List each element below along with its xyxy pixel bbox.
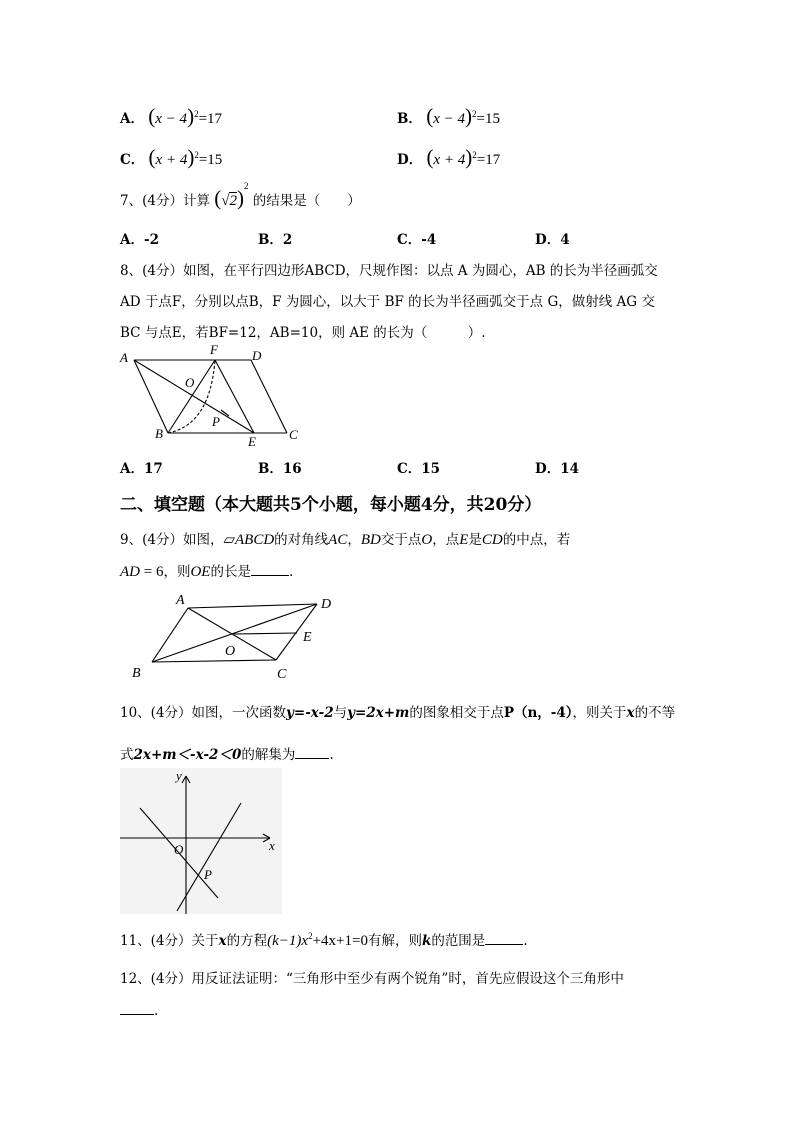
q12-line-1: 12、(4分）用反证法证明：“三角形中至少有两个锐角”时，首先应假设这个三角形中 (120, 971, 624, 987)
q10-line-1: 10、(4分）如图，一次函数y=-x-2与y=2x+m的图象相交于点P（n，-4），则关于x的不等 (120, 705, 676, 721)
q10-answer-blank[interactable] (295, 745, 329, 759)
label-f: F (210, 342, 218, 357)
option-letter: C． (120, 152, 145, 168)
q6-option-b (397, 104, 500, 129)
label-o: O (225, 644, 236, 659)
option-expression: $(x + 4)^2=15$ (148, 145, 223, 169)
option-letter: B． (397, 111, 422, 127)
option-letter: A． (120, 111, 144, 127)
label-e: E (303, 630, 312, 645)
segment-ae (134, 360, 254, 433)
label-o: O (185, 375, 195, 390)
label-y: y (176, 768, 182, 783)
q6-option-a (120, 104, 222, 129)
q12-answer-blank[interactable] (120, 1001, 154, 1015)
q12-line-2: . (120, 1001, 158, 1019)
q7-option-c: C．-4 (397, 232, 437, 248)
q8-option-b: B．16 (258, 461, 302, 477)
label-d: D (252, 348, 262, 363)
q8-line-1: 8、(4分）如图，在平行四边形ABCD，尺规作图：以点 A 为圆心，AB 的长为半径画弧交 (120, 263, 658, 279)
q6-option-c (120, 145, 222, 170)
label-a: A (176, 593, 185, 608)
q11-equation: $(k-1)x^2+4x+1=0$ (267, 931, 368, 949)
label-p: P (204, 867, 212, 882)
label-x: x (269, 838, 275, 853)
label-o: O (174, 842, 184, 857)
segment-ad (188, 604, 317, 608)
q9-parallelogram-figure (125, 590, 345, 685)
label-p: P (212, 414, 220, 429)
q10-coordinate-figure (120, 768, 285, 916)
q8-parallelogram-figure (115, 340, 315, 450)
label-c: C (289, 427, 298, 442)
label-d: D (321, 597, 332, 612)
segment-fe (215, 360, 254, 433)
section-2-heading: 二、填空题（本大题共5个小题，每小题4分，共20分） (120, 495, 542, 515)
option-expression: $(x - 4)^2=15$ (426, 104, 500, 128)
segment-oe (234, 633, 297, 634)
q7-sqrt-expression: $(√2)^2$ (214, 181, 249, 210)
q8-line-2: AD 于点F，分别以点B，F 为圆心，以大于 BF 的长为半径画弧交于点 G，做射线 AG 交 (120, 294, 655, 310)
label-b: B (132, 666, 141, 681)
segment-ab (152, 608, 188, 662)
q11-stem: 11、(4分）关于x的方程$(k-1)x^2+4x+1=0$有解，则k的范围是 . (120, 931, 528, 949)
q11-answer-blank[interactable] (485, 931, 523, 945)
q6-option-d (397, 145, 500, 170)
q7-option-b: B．2 (258, 232, 293, 248)
q7-option-a: A．-2 (120, 232, 159, 248)
segment-dc (251, 360, 287, 433)
q8-option-a: A．17 (120, 461, 163, 477)
q8-option-d: D．14 (535, 461, 579, 477)
q9-line-1: 9、(4分）如图，▱ABCD的对角线AC，BD交于点O，点E是CD的中点，若 (120, 532, 571, 548)
label-e: E (248, 434, 256, 449)
q8-option-c: C．15 (397, 461, 441, 477)
option-expression: $(x - 4)^2=17$ (148, 104, 223, 128)
option-letter: D． (397, 152, 423, 168)
segment-bc (152, 660, 276, 662)
q7-prefix: 7、(4分）计算 (120, 193, 210, 209)
option-expression: $(x + 4)^2=17$ (426, 145, 501, 169)
q7-suffix: 的结果是（ ） (252, 193, 361, 209)
q7-stem (120, 181, 361, 211)
label-a: A (120, 350, 128, 365)
q7-option-d: D．4 (535, 232, 570, 248)
q10-line-2: 式2x+m＜-x-2＜0的解集为 . (120, 747, 334, 763)
q8-line-3: BC 与点E，若BF=12，AB=10，则 AE 的长为（ ）. (120, 325, 486, 341)
q9-answer-blank[interactable] (251, 562, 289, 576)
label-b: B (155, 426, 163, 441)
q9-line-2: AD = 6，则OE的长是 . (120, 564, 294, 580)
label-c: C (277, 667, 287, 682)
